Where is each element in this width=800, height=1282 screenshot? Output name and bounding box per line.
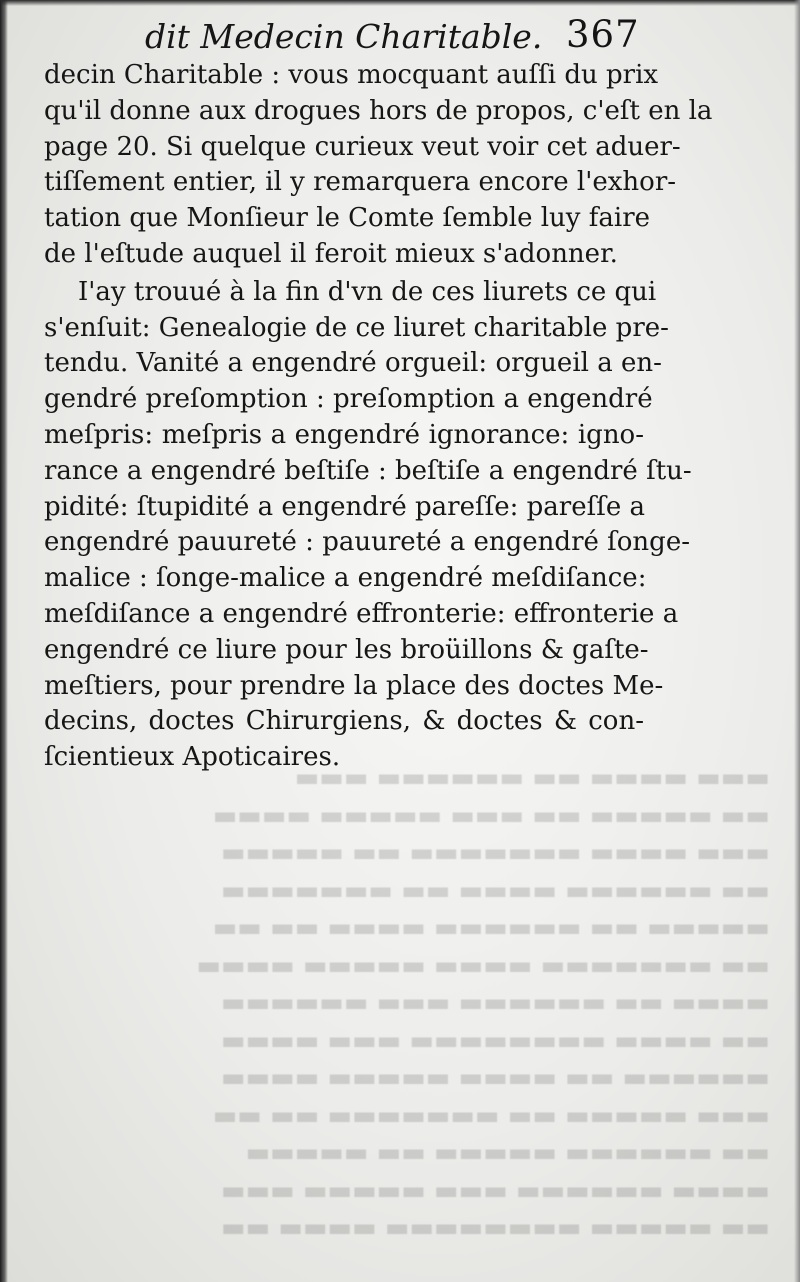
text-line: rance a engendré beſtiſe : beſtiſe a engendré ſtu- — [44, 455, 692, 486]
text-line: page 20. Si quelque curieux veut voir cet aduer- — [44, 131, 681, 162]
scan-edge-top — [0, 0, 800, 6]
text-line: tation que Monſieur le Comte ſemble luy faire — [44, 203, 651, 234]
running-head: dit Medecin Charitable. — [145, 17, 543, 56]
text-line: tendu. Vanité a engendré orgueil: orgueil a en- — [44, 348, 662, 379]
text-line: ſcientieux Apoticaires. — [44, 742, 341, 773]
text-line: tiſſement entier, il y remarquera encore l'exhor- — [44, 167, 677, 198]
body-text — [44, 58, 713, 776]
bleed-through-texture: ▬▬▬ ▬▬▬▬ ▬▬ ▬▬▬▬▬▬ ▬▬▬ ▬▬ ▬▬▬▬▬ ▬▬ ▬▬▬ ▬▬▬▬▬ ▬▬▬▬ ▬▬▬ ▬▬▬▬ ▬▬▬▬▬▬▬ ▬▬ ▬▬▬▬▬ ▬▬ ▬▬▬▬▬▬ ▬▬▬▬ ▬▬ ▬▬▬▬▬▬▬ ▬▬▬▬▬ ▬▬ ▬▬▬▬▬▬ ▬▬▬▬ ▬▬ ▬▬ ▬▬ ▬▬▬▬▬▬▬ ▬▬▬▬ ▬▬▬▬▬ ▬▬▬▬ ▬▬▬▬ ▬▬ ▬▬▬▬▬▬ ▬▬▬ ▬▬▬▬▬▬ ▬▬ ▬▬▬▬ ▬▬▬▬▬▬▬▬ ▬▬▬ ▬▬▬▬ ▬▬▬▬▬▬ ▬▬ ▬▬▬▬ ▬▬▬▬▬ ▬▬▬▬ ▬▬▬ ▬▬▬▬▬ ▬▬ ▬▬▬▬▬▬▬ ▬▬ ▬▬ ▬▬ ▬▬▬▬▬▬ ▬▬▬▬▬ ▬▬ ▬▬▬▬▬ ▬▬▬▬ ▬▬▬▬▬▬ ▬▬▬ ▬▬▬▬▬ ▬▬▬ ▬▬ ▬▬▬▬▬ ▬▬▬▬▬▬▬▬ ▬▬▬▬ ▬▬ — [196, 763, 770, 1243]
text-line: de l'eſtude auquel il feroit mieux s'adonner. — [44, 238, 618, 269]
scan-edge-left — [0, 0, 8, 1282]
text-line: engendré ce liure pour les broüillons & gaſte- — [44, 634, 649, 665]
text-line: gendré preſomption : preſomption a engendré — [44, 384, 653, 415]
text-line: I'ay trouué à la fin d'vn de ces liurets ce qui — [78, 276, 657, 307]
text-line: decins, doctes Chirurgiens, & doctes & con- — [44, 706, 644, 737]
page-number: 367 — [566, 13, 640, 56]
text-line: decin Charitable : vous mocquant auſſi du prix — [44, 60, 659, 90]
text-line: pidité: ſtupidité a engendré pareſſe: pareſſe a — [44, 491, 645, 522]
text-line: qu'il donne aux drogues hors de propos, c'eſt en la — [44, 95, 713, 126]
text-line: engendré pauureté : pauureté a engendré ſonge- — [44, 527, 690, 558]
text-line: meſpris: meſpris a engendré ignorance: igno- — [44, 419, 644, 450]
text-line: meſtiers, pour prendre la place des doctes Me- — [44, 670, 664, 701]
text-line: meſdiſance a engendré effronterie: effronterie a — [44, 598, 679, 629]
text-line: malice : ſonge-malice a engendré meſdiſance: — [44, 563, 647, 594]
scan-edge-right — [794, 0, 800, 1282]
text-line: s'enſuit: Genealogie de ce liuret charitable pre- — [44, 312, 669, 343]
